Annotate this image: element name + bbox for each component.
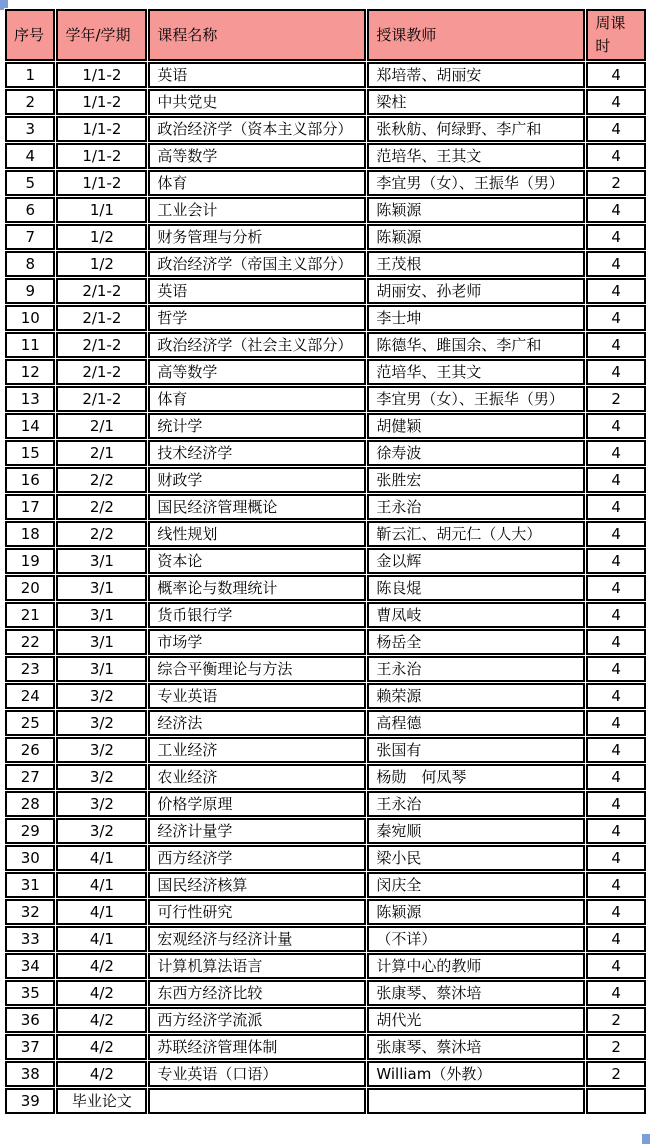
table-cell: 可行性研究 bbox=[148, 899, 366, 925]
table-cell: 农业经济 bbox=[148, 764, 366, 790]
table-cell: 1/2 bbox=[56, 224, 147, 250]
table-cell: 计算机算法语言 bbox=[148, 953, 366, 979]
table-cell: 34 bbox=[5, 953, 55, 979]
table-row bbox=[5, 521, 646, 547]
table-cell: 4 bbox=[586, 494, 646, 520]
table-row bbox=[5, 980, 646, 1006]
table-cell: 梁小民 bbox=[367, 845, 585, 871]
table-cell: 国民经济管理概论 bbox=[148, 494, 366, 520]
table-cell: 工业经济 bbox=[148, 737, 366, 763]
table-cell: 2 bbox=[586, 386, 646, 412]
table-cell: 19 bbox=[5, 548, 55, 574]
table-cell: 4/2 bbox=[56, 980, 147, 1006]
table-cell: 4/1 bbox=[56, 899, 147, 925]
table-cell: 4/1 bbox=[56, 926, 147, 952]
table-cell: 胡代光 bbox=[367, 1007, 585, 1033]
table-cell: 李士坤 bbox=[367, 305, 585, 331]
table-cell: 32 bbox=[5, 899, 55, 925]
table-row bbox=[5, 764, 646, 790]
table-cell: 2 bbox=[586, 170, 646, 196]
table-row bbox=[5, 116, 646, 142]
table-cell: 4 bbox=[586, 575, 646, 601]
table-cell: 2/2 bbox=[56, 494, 147, 520]
table-cell: 27 bbox=[5, 764, 55, 790]
table-cell: 苏联经济管理体制 bbox=[148, 1034, 366, 1060]
table-cell: 张秋舫、何绿野、李广和 bbox=[367, 116, 585, 142]
table-cell: 35 bbox=[5, 980, 55, 1006]
table-cell: 国民经济核算 bbox=[148, 872, 366, 898]
table-row bbox=[5, 791, 646, 817]
table-cell: 1/1-2 bbox=[56, 89, 147, 115]
table-cell: 梁柱 bbox=[367, 89, 585, 115]
table-cell: 张国有 bbox=[367, 737, 585, 763]
table-cell: 2/1-2 bbox=[56, 359, 147, 385]
table-cell: 3/2 bbox=[56, 683, 147, 709]
table-cell: 3/1 bbox=[56, 656, 147, 682]
table-cell: 4 bbox=[586, 251, 646, 277]
table-cell: 4 bbox=[586, 980, 646, 1006]
table-cell: 2/1-2 bbox=[56, 332, 147, 358]
table-cell: 4 bbox=[586, 602, 646, 628]
table-cell: 24 bbox=[5, 683, 55, 709]
table-cell: 10 bbox=[5, 305, 55, 331]
table-row bbox=[5, 467, 646, 493]
table-cell: 4 bbox=[586, 278, 646, 304]
table-cell: 张康琴、蔡沐培 bbox=[367, 980, 585, 1006]
table-cell: 4 bbox=[586, 548, 646, 574]
table-cell: 4 bbox=[586, 845, 646, 871]
table-cell: 宏观经济与经济计量 bbox=[148, 926, 366, 952]
table-cell: 1 bbox=[5, 62, 55, 88]
table-cell: 2/1-2 bbox=[56, 278, 147, 304]
table-cell: 3/2 bbox=[56, 764, 147, 790]
table-row bbox=[5, 683, 646, 709]
table-cell: 高程德 bbox=[367, 710, 585, 736]
table-cell: 英语 bbox=[148, 278, 366, 304]
table-cell: 货币银行学 bbox=[148, 602, 366, 628]
table-row bbox=[5, 413, 646, 439]
table-cell: 30 bbox=[5, 845, 55, 871]
table-cell: 陈良焜 bbox=[367, 575, 585, 601]
table-cell: 36 bbox=[5, 1007, 55, 1033]
table-cell: 4/1 bbox=[56, 845, 147, 871]
table-row bbox=[5, 1034, 646, 1060]
table-cell: 2 bbox=[586, 1007, 646, 1033]
table-cell: 4 bbox=[586, 953, 646, 979]
table-cell: 31 bbox=[5, 872, 55, 898]
table-cell: 4 bbox=[586, 116, 646, 142]
table-cell: 16 bbox=[5, 467, 55, 493]
table-row bbox=[5, 710, 646, 736]
table-cell: 陈颖源 bbox=[367, 197, 585, 223]
column-header: 序号 bbox=[5, 9, 55, 61]
table-cell: 4 bbox=[586, 683, 646, 709]
table-cell: 靳云汇、胡元仁（人大） bbox=[367, 521, 585, 547]
table-cell: 4/2 bbox=[56, 1007, 147, 1033]
table-row bbox=[5, 440, 646, 466]
table-cell: 胡健颖 bbox=[367, 413, 585, 439]
table-row bbox=[5, 170, 646, 196]
table-cell: 工业会计 bbox=[148, 197, 366, 223]
table-row bbox=[5, 278, 646, 304]
table-cell: 4/1 bbox=[56, 872, 147, 898]
table-row bbox=[5, 143, 646, 169]
table-cell: 2/1-2 bbox=[56, 305, 147, 331]
table-row bbox=[5, 332, 646, 358]
table-cell: 4 bbox=[586, 710, 646, 736]
table-cell: 政治经济学（资本主义部分） bbox=[148, 116, 366, 142]
table-cell bbox=[586, 1088, 646, 1114]
table-cell: 8 bbox=[5, 251, 55, 277]
table-cell: 17 bbox=[5, 494, 55, 520]
table-cell: 2/1-2 bbox=[56, 386, 147, 412]
table-cell: 3 bbox=[5, 116, 55, 142]
table-cell: 2/2 bbox=[56, 521, 147, 547]
table-cell: 29 bbox=[5, 818, 55, 844]
table-cell: 专业英语 bbox=[148, 683, 366, 709]
table-row bbox=[5, 89, 646, 115]
table-cell: 3/2 bbox=[56, 791, 147, 817]
table-cell: 市场学 bbox=[148, 629, 366, 655]
table-cell: 28 bbox=[5, 791, 55, 817]
table-cell: 2 bbox=[586, 1034, 646, 1060]
table-cell: 3/2 bbox=[56, 818, 147, 844]
table-cell: 3/2 bbox=[56, 710, 147, 736]
column-header: 学年/学期 bbox=[56, 9, 147, 61]
table-cell: 26 bbox=[5, 737, 55, 763]
table-cell: 33 bbox=[5, 926, 55, 952]
table-cell: 4 bbox=[586, 359, 646, 385]
table-cell: 计算中心的教师 bbox=[367, 953, 585, 979]
table-cell: 技术经济学 bbox=[148, 440, 366, 466]
table-cell: 杨岳全 bbox=[367, 629, 585, 655]
table-cell: 4 bbox=[586, 224, 646, 250]
table-cell: 4 bbox=[586, 791, 646, 817]
table-cell: 西方经济学流派 bbox=[148, 1007, 366, 1033]
table-cell: 4 bbox=[586, 899, 646, 925]
table-cell: 王永治 bbox=[367, 656, 585, 682]
table-cell: 2 bbox=[586, 1061, 646, 1087]
table-row bbox=[5, 359, 646, 385]
column-header: 课程名称 bbox=[148, 9, 366, 61]
table-cell: 14 bbox=[5, 413, 55, 439]
table-cell: 3/1 bbox=[56, 629, 147, 655]
table-row bbox=[5, 899, 646, 925]
table-cell: 财政学 bbox=[148, 467, 366, 493]
table-cell: 1/2 bbox=[56, 251, 147, 277]
table-cell: 张胜宏 bbox=[367, 467, 585, 493]
table-cell: 3/1 bbox=[56, 548, 147, 574]
table-cell: 11 bbox=[5, 332, 55, 358]
table-cell: 4 bbox=[586, 440, 646, 466]
table-row bbox=[5, 737, 646, 763]
table-cell: 4 bbox=[586, 926, 646, 952]
table-row bbox=[5, 953, 646, 979]
table-cell: 3/2 bbox=[56, 737, 147, 763]
table-cell: 3/1 bbox=[56, 602, 147, 628]
table-cell: 经济计量学 bbox=[148, 818, 366, 844]
table-cell: 线性规划 bbox=[148, 521, 366, 547]
table-cell: 4 bbox=[586, 413, 646, 439]
table-cell: 政治经济学（帝国主义部分） bbox=[148, 251, 366, 277]
column-header: 授课教师 bbox=[367, 9, 585, 61]
table-cell: 2/2 bbox=[56, 467, 147, 493]
table-cell: 20 bbox=[5, 575, 55, 601]
table-cell: 专业英语（口语） bbox=[148, 1061, 366, 1087]
table-row bbox=[5, 656, 646, 682]
table-cell: 4 bbox=[586, 305, 646, 331]
table-cell: 1/1-2 bbox=[56, 116, 147, 142]
table-cell: 王永治 bbox=[367, 791, 585, 817]
table-cell: （不详） bbox=[367, 926, 585, 952]
table-cell: 15 bbox=[5, 440, 55, 466]
table-cell: 体育 bbox=[148, 386, 366, 412]
table-cell: 39 bbox=[5, 1088, 55, 1114]
table-cell: 赖荣源 bbox=[367, 683, 585, 709]
table-cell: 政治经济学（社会主义部分） bbox=[148, 332, 366, 358]
table-row bbox=[5, 845, 646, 871]
table-cell: 4/2 bbox=[56, 1034, 147, 1060]
table-cell: 哲学 bbox=[148, 305, 366, 331]
selection-handle-bottom-right[interactable] bbox=[642, 1134, 650, 1144]
table-cell: 4 bbox=[586, 872, 646, 898]
table-cell: 陈颖源 bbox=[367, 899, 585, 925]
table-cell: 财务管理与分析 bbox=[148, 224, 366, 250]
table-cell bbox=[367, 1088, 585, 1114]
table-cell: 13 bbox=[5, 386, 55, 412]
table-cell: 1/1-2 bbox=[56, 170, 147, 196]
table-cell: 4 bbox=[586, 629, 646, 655]
table-cell: 18 bbox=[5, 521, 55, 547]
table-cell: 2/1 bbox=[56, 413, 147, 439]
table-cell: 曹凤岐 bbox=[367, 602, 585, 628]
table-cell: 价格学原理 bbox=[148, 791, 366, 817]
table-row bbox=[5, 872, 646, 898]
table-row bbox=[5, 1088, 646, 1114]
table-row bbox=[5, 548, 646, 574]
table-cell: 4 bbox=[586, 143, 646, 169]
table-cell: 4 bbox=[586, 467, 646, 493]
table-cell: 李宜男（女）、王振华（男） bbox=[367, 170, 585, 196]
table-cell: 25 bbox=[5, 710, 55, 736]
table-cell: 资本论 bbox=[148, 548, 366, 574]
table-cell: 4 bbox=[586, 656, 646, 682]
table-cell: 高等数学 bbox=[148, 359, 366, 385]
table-cell: 4 bbox=[586, 197, 646, 223]
column-header: 周课时 bbox=[586, 9, 646, 61]
table-cell: 概率论与数理统计 bbox=[148, 575, 366, 601]
table-cell: 12 bbox=[5, 359, 55, 385]
table-cell: 中共党史 bbox=[148, 89, 366, 115]
table-cell: 综合平衡理论与方法 bbox=[148, 656, 366, 682]
table-cell: 经济法 bbox=[148, 710, 366, 736]
table-cell: William（外教） bbox=[367, 1061, 585, 1087]
table-cell: 4 bbox=[586, 332, 646, 358]
table-cell: 毕业论文 bbox=[56, 1088, 147, 1114]
table-row bbox=[5, 602, 646, 628]
table-cell: 23 bbox=[5, 656, 55, 682]
table-cell: 4 bbox=[586, 62, 646, 88]
table-cell: 王茂根 bbox=[367, 251, 585, 277]
table-cell: 4 bbox=[586, 764, 646, 790]
table-cell: 1/1-2 bbox=[56, 62, 147, 88]
table-cell: 李宜男（女）、王振华（男） bbox=[367, 386, 585, 412]
table-cell: 胡丽安、孙老师 bbox=[367, 278, 585, 304]
table-cell: 东西方经济比较 bbox=[148, 980, 366, 1006]
table-cell: 杨勋 何凤琴 bbox=[367, 764, 585, 790]
table-cell: 22 bbox=[5, 629, 55, 655]
table-row bbox=[5, 224, 646, 250]
table-cell: 1/1 bbox=[56, 197, 147, 223]
table-cell: 徐寿波 bbox=[367, 440, 585, 466]
table-row bbox=[5, 494, 646, 520]
table-cell: 王永治 bbox=[367, 494, 585, 520]
table-cell: 2/1 bbox=[56, 440, 147, 466]
table-row bbox=[5, 305, 646, 331]
table-cell: 4/2 bbox=[56, 1061, 147, 1087]
table-header-row bbox=[5, 9, 646, 61]
table-row bbox=[5, 386, 646, 412]
table-cell: 37 bbox=[5, 1034, 55, 1060]
table-row bbox=[5, 197, 646, 223]
table-cell: 4 bbox=[586, 737, 646, 763]
table-cell: 秦宛顺 bbox=[367, 818, 585, 844]
table-cell: 陈颖源 bbox=[367, 224, 585, 250]
table-cell: 1/1-2 bbox=[56, 143, 147, 169]
table-row bbox=[5, 575, 646, 601]
table-cell: 5 bbox=[5, 170, 55, 196]
table-row bbox=[5, 629, 646, 655]
table-cell: 4 bbox=[586, 521, 646, 547]
table-row bbox=[5, 1061, 646, 1087]
table-cell: 4 bbox=[586, 89, 646, 115]
table-cell: 高等数学 bbox=[148, 143, 366, 169]
table-cell: 21 bbox=[5, 602, 55, 628]
table-row bbox=[5, 62, 646, 88]
table-row bbox=[5, 926, 646, 952]
table-cell: 4/2 bbox=[56, 953, 147, 979]
table-cell: 金以辉 bbox=[367, 548, 585, 574]
table-cell: 西方经济学 bbox=[148, 845, 366, 871]
table-cell: 统计学 bbox=[148, 413, 366, 439]
table-cell: 体育 bbox=[148, 170, 366, 196]
table-cell: 9 bbox=[5, 278, 55, 304]
table-cell: 4 bbox=[5, 143, 55, 169]
table-cell: 2 bbox=[5, 89, 55, 115]
table-cell: 3/1 bbox=[56, 575, 147, 601]
table-cell: 范培华、王其文 bbox=[367, 143, 585, 169]
table-cell: 4 bbox=[586, 818, 646, 844]
table-cell: 陈德华、雎国余、李广和 bbox=[367, 332, 585, 358]
course-schedule-table bbox=[4, 8, 647, 1115]
table-cell: 范培华、王其文 bbox=[367, 359, 585, 385]
table-row bbox=[5, 251, 646, 277]
table-cell: 英语 bbox=[148, 62, 366, 88]
table-cell: 7 bbox=[5, 224, 55, 250]
table-row bbox=[5, 818, 646, 844]
table-cell: 郑培蒂、胡丽安 bbox=[367, 62, 585, 88]
table-cell: 6 bbox=[5, 197, 55, 223]
table-cell: 闵庆全 bbox=[367, 872, 585, 898]
table-cell: 张康琴、蔡沐培 bbox=[367, 1034, 585, 1060]
table-row bbox=[5, 1007, 646, 1033]
table-cell: 38 bbox=[5, 1061, 55, 1087]
table-cell bbox=[148, 1088, 366, 1114]
table-body bbox=[5, 62, 646, 1114]
